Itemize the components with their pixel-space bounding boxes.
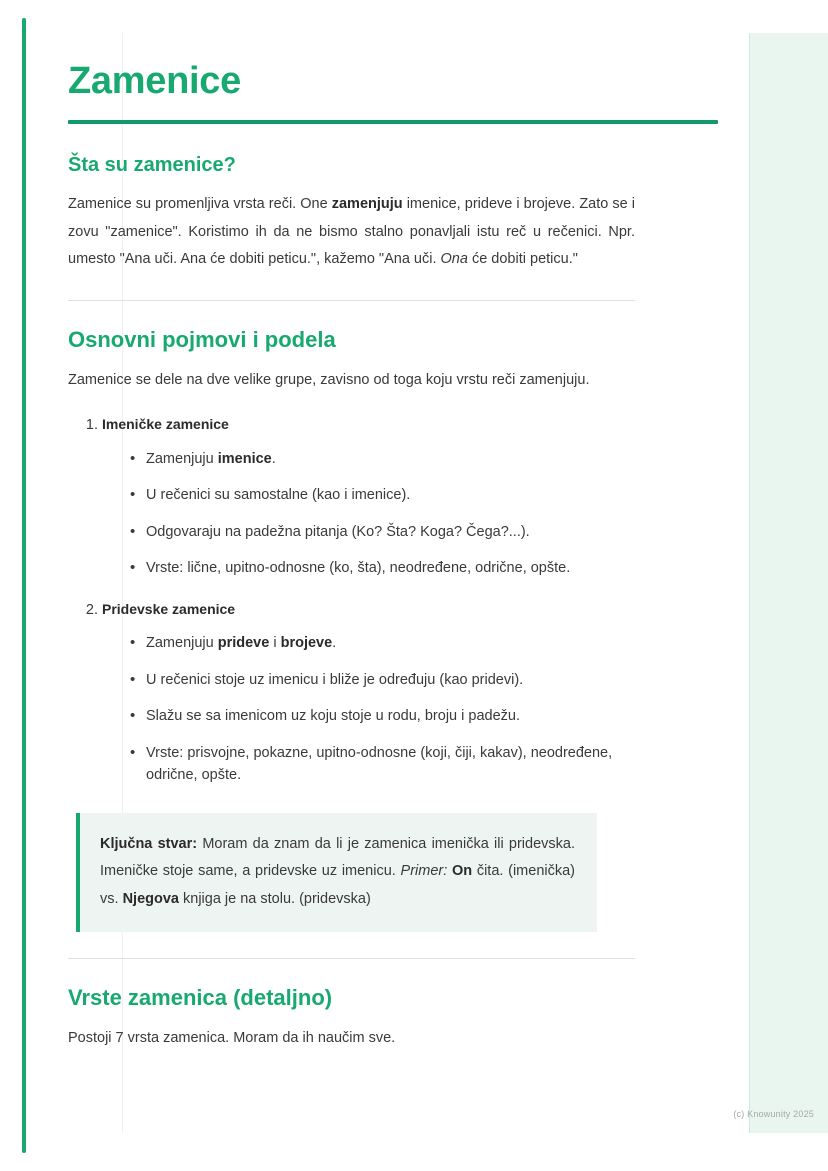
section-heading-types-detailed: Vrste zamenica (detaljno) <box>68 984 333 1010</box>
page-title: Zamenice <box>68 60 241 102</box>
key-point-callout-text: Ključna stvar: Moram da znam da li je zamenica imenička ili pridevska. Imeničke stoje same, a pridevske uz imenicu. Primer: On čita. (imenička) vs. Njegova knjiga je na stolu. (pridevska) <box>100 835 576 908</box>
list-item: • Zamenjuju imenice. <box>130 448 635 470</box>
bullet-list-noun-pronouns <box>102 448 635 580</box>
group-title-noun-pronouns: Imeničke zamenice <box>102 416 229 432</box>
list-item: • U rečenici stoje uz imenicu i bliže je određuju (kao pridevi). <box>130 669 635 691</box>
group-title-adjectival-pronouns: Pridevske zamenice <box>102 600 236 617</box>
left-accent-bar <box>22 18 26 1153</box>
section-divider-2 <box>68 958 635 959</box>
list-item: • Zamenjuju prideve i brojeve. <box>130 632 635 654</box>
copyright-watermark: (c) Knowunity 2025 <box>733 1109 814 1119</box>
list-item: • U rečenici su samostalne (kao i imenice). <box>130 484 635 506</box>
section-intro-types-detailed: Postoji 7 vrsta zamenica. Moram da ih naučim sve. <box>68 1029 396 1046</box>
section-intro-basic-concepts: Zamenice se dele na dve velike grupe, zavisno od toga koju vrstu reči zamenjuju. <box>68 372 590 389</box>
title-underline <box>68 120 718 124</box>
right-side-panel <box>750 33 828 1133</box>
section-divider-1 <box>68 300 635 301</box>
list-item: • Odgovaraju na padežna pitanja (Ko? Šta? Koga? Čega?...). <box>130 521 635 543</box>
section-heading-what-are-pronouns: Šta su zamenice? <box>68 153 236 176</box>
page-bottom-edge <box>0 1153 828 1171</box>
section-heading-basic-concepts: Osnovni pojmovi i podela <box>68 327 336 353</box>
list-item: • Vrste: prisvojne, pokazne, upitno-odnosne (koji, čiji, kakav), neodređene, odrične, opšte. <box>130 742 635 787</box>
list-item: • Vrste: lične, upitno-odnosne (ko, šta), neodređene, odrične, opšte. <box>130 557 635 579</box>
right-panel-divider <box>749 33 750 1133</box>
document-content <box>68 60 635 1061</box>
bullet-list-adjectival-pronouns <box>102 632 635 786</box>
pronoun-groups-list <box>68 413 635 787</box>
section-paragraph-what-are-pronouns: Zamenice su promenljiva vrsta reči. One zamenjuju imenice, prideve i brojeve. Zato se i zovu "zamenice". Koristimo ih da ne bismo stalno ponavljali istu reč u rečenici. Npr. umesto "Ana uči. Ana će dobiti peticu.", kažemo "Ana uči. Ona će dobiti peticu." <box>68 195 635 268</box>
list-item: • Slažu se sa imenicom uz koju stoje u rodu, broju i padežu. <box>130 705 635 727</box>
list-item <box>102 598 635 787</box>
key-point-callout <box>76 813 597 932</box>
list-item <box>102 413 635 580</box>
